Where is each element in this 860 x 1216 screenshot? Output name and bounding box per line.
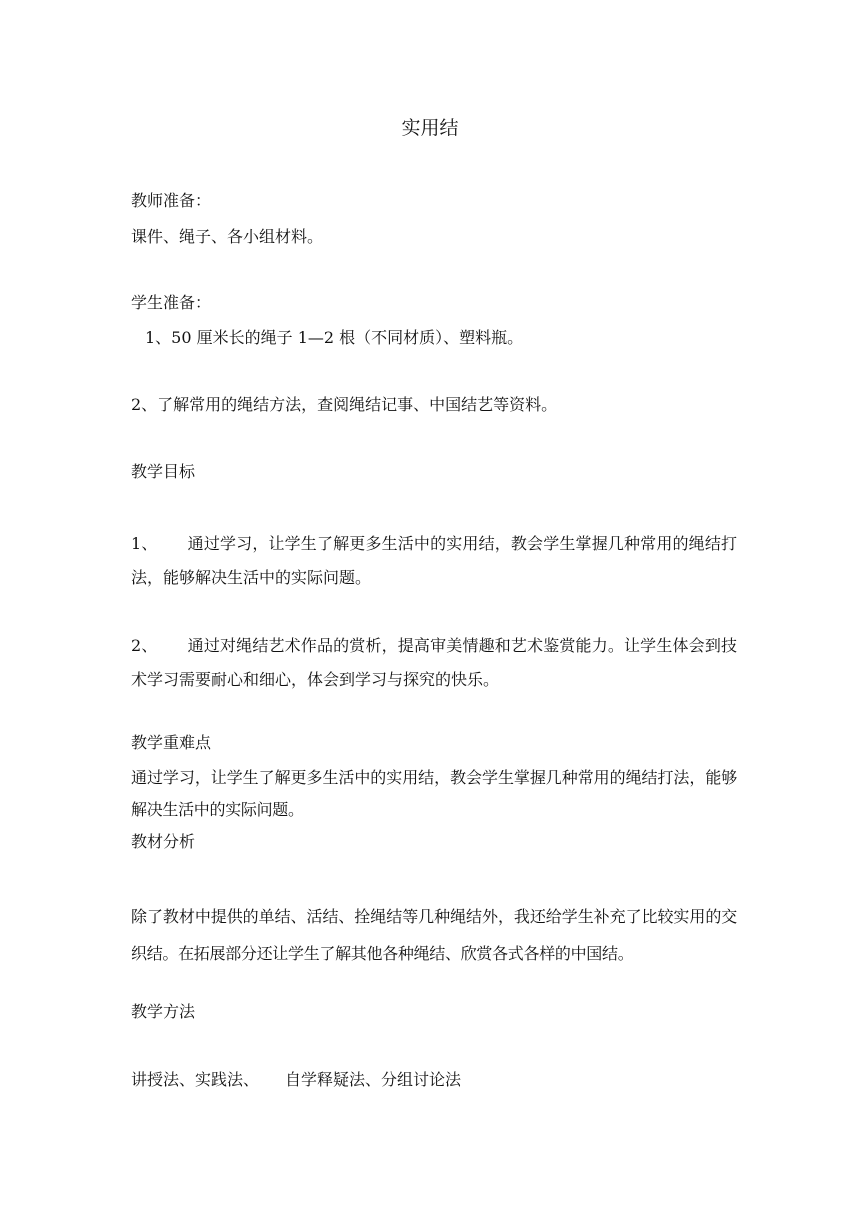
methods-heading: 教学方法 <box>131 1002 196 1021</box>
student-prep-heading: 学生准备： <box>131 293 212 312</box>
methods-part-2: 自学释疑法、分组讨论法 <box>285 1070 462 1089</box>
teacher-prep-text: 课件、绳子、各小组材料。 <box>131 227 324 246</box>
goals-heading: 教学目标 <box>131 462 196 481</box>
goal-1 <box>131 527 737 595</box>
student-prep-item-1: 1、50 厘米长的绳子 1—2 根（不同材质）、塑料瓶。 <box>145 328 524 347</box>
key-points-text: 通过学习，让学生了解更多生活中的实用结，教会学生掌握几种常用的绳结打法，能够解决生活中的实际问题。 <box>131 768 737 819</box>
student-prep-item-2: 2、了解常用的绳结方法，查阅绳结记事、中国结艺等资料。 <box>131 395 558 414</box>
document-title: 实用结 <box>401 117 459 139</box>
goal-2 <box>131 629 737 697</box>
key-points-heading: 教学重难点 <box>131 733 212 752</box>
methods-text <box>131 1070 461 1090</box>
goal-1-number: 1、 <box>131 534 158 553</box>
analysis-text: 除了教材中提供的单结、活结、拴绳结等几种绳结外，我还给学生补充了比较实用的交织结。在拓展部分还让学生了解其他各种绳结、欣赏各式各样的中国结。 <box>131 907 737 963</box>
goal-2-text: 通过对绳结艺术作品的赏析，提高审美情趣和艺术鉴赏能力。让学生体会到技术学习需要耐心和细心，体会到学习与探究的快乐。 <box>131 636 737 689</box>
teacher-prep-heading: 教师准备： <box>131 191 212 210</box>
analysis-heading: 教材分析 <box>131 832 196 851</box>
methods-part-1: 讲授法、实践法、 <box>131 1070 260 1089</box>
goal-1-text: 通过学习，让学生了解更多生活中的实用结，教会学生掌握几种常用的绳结打法，能够解决生活中的实际问题。 <box>131 534 737 587</box>
goal-2-number: 2、 <box>131 636 158 655</box>
